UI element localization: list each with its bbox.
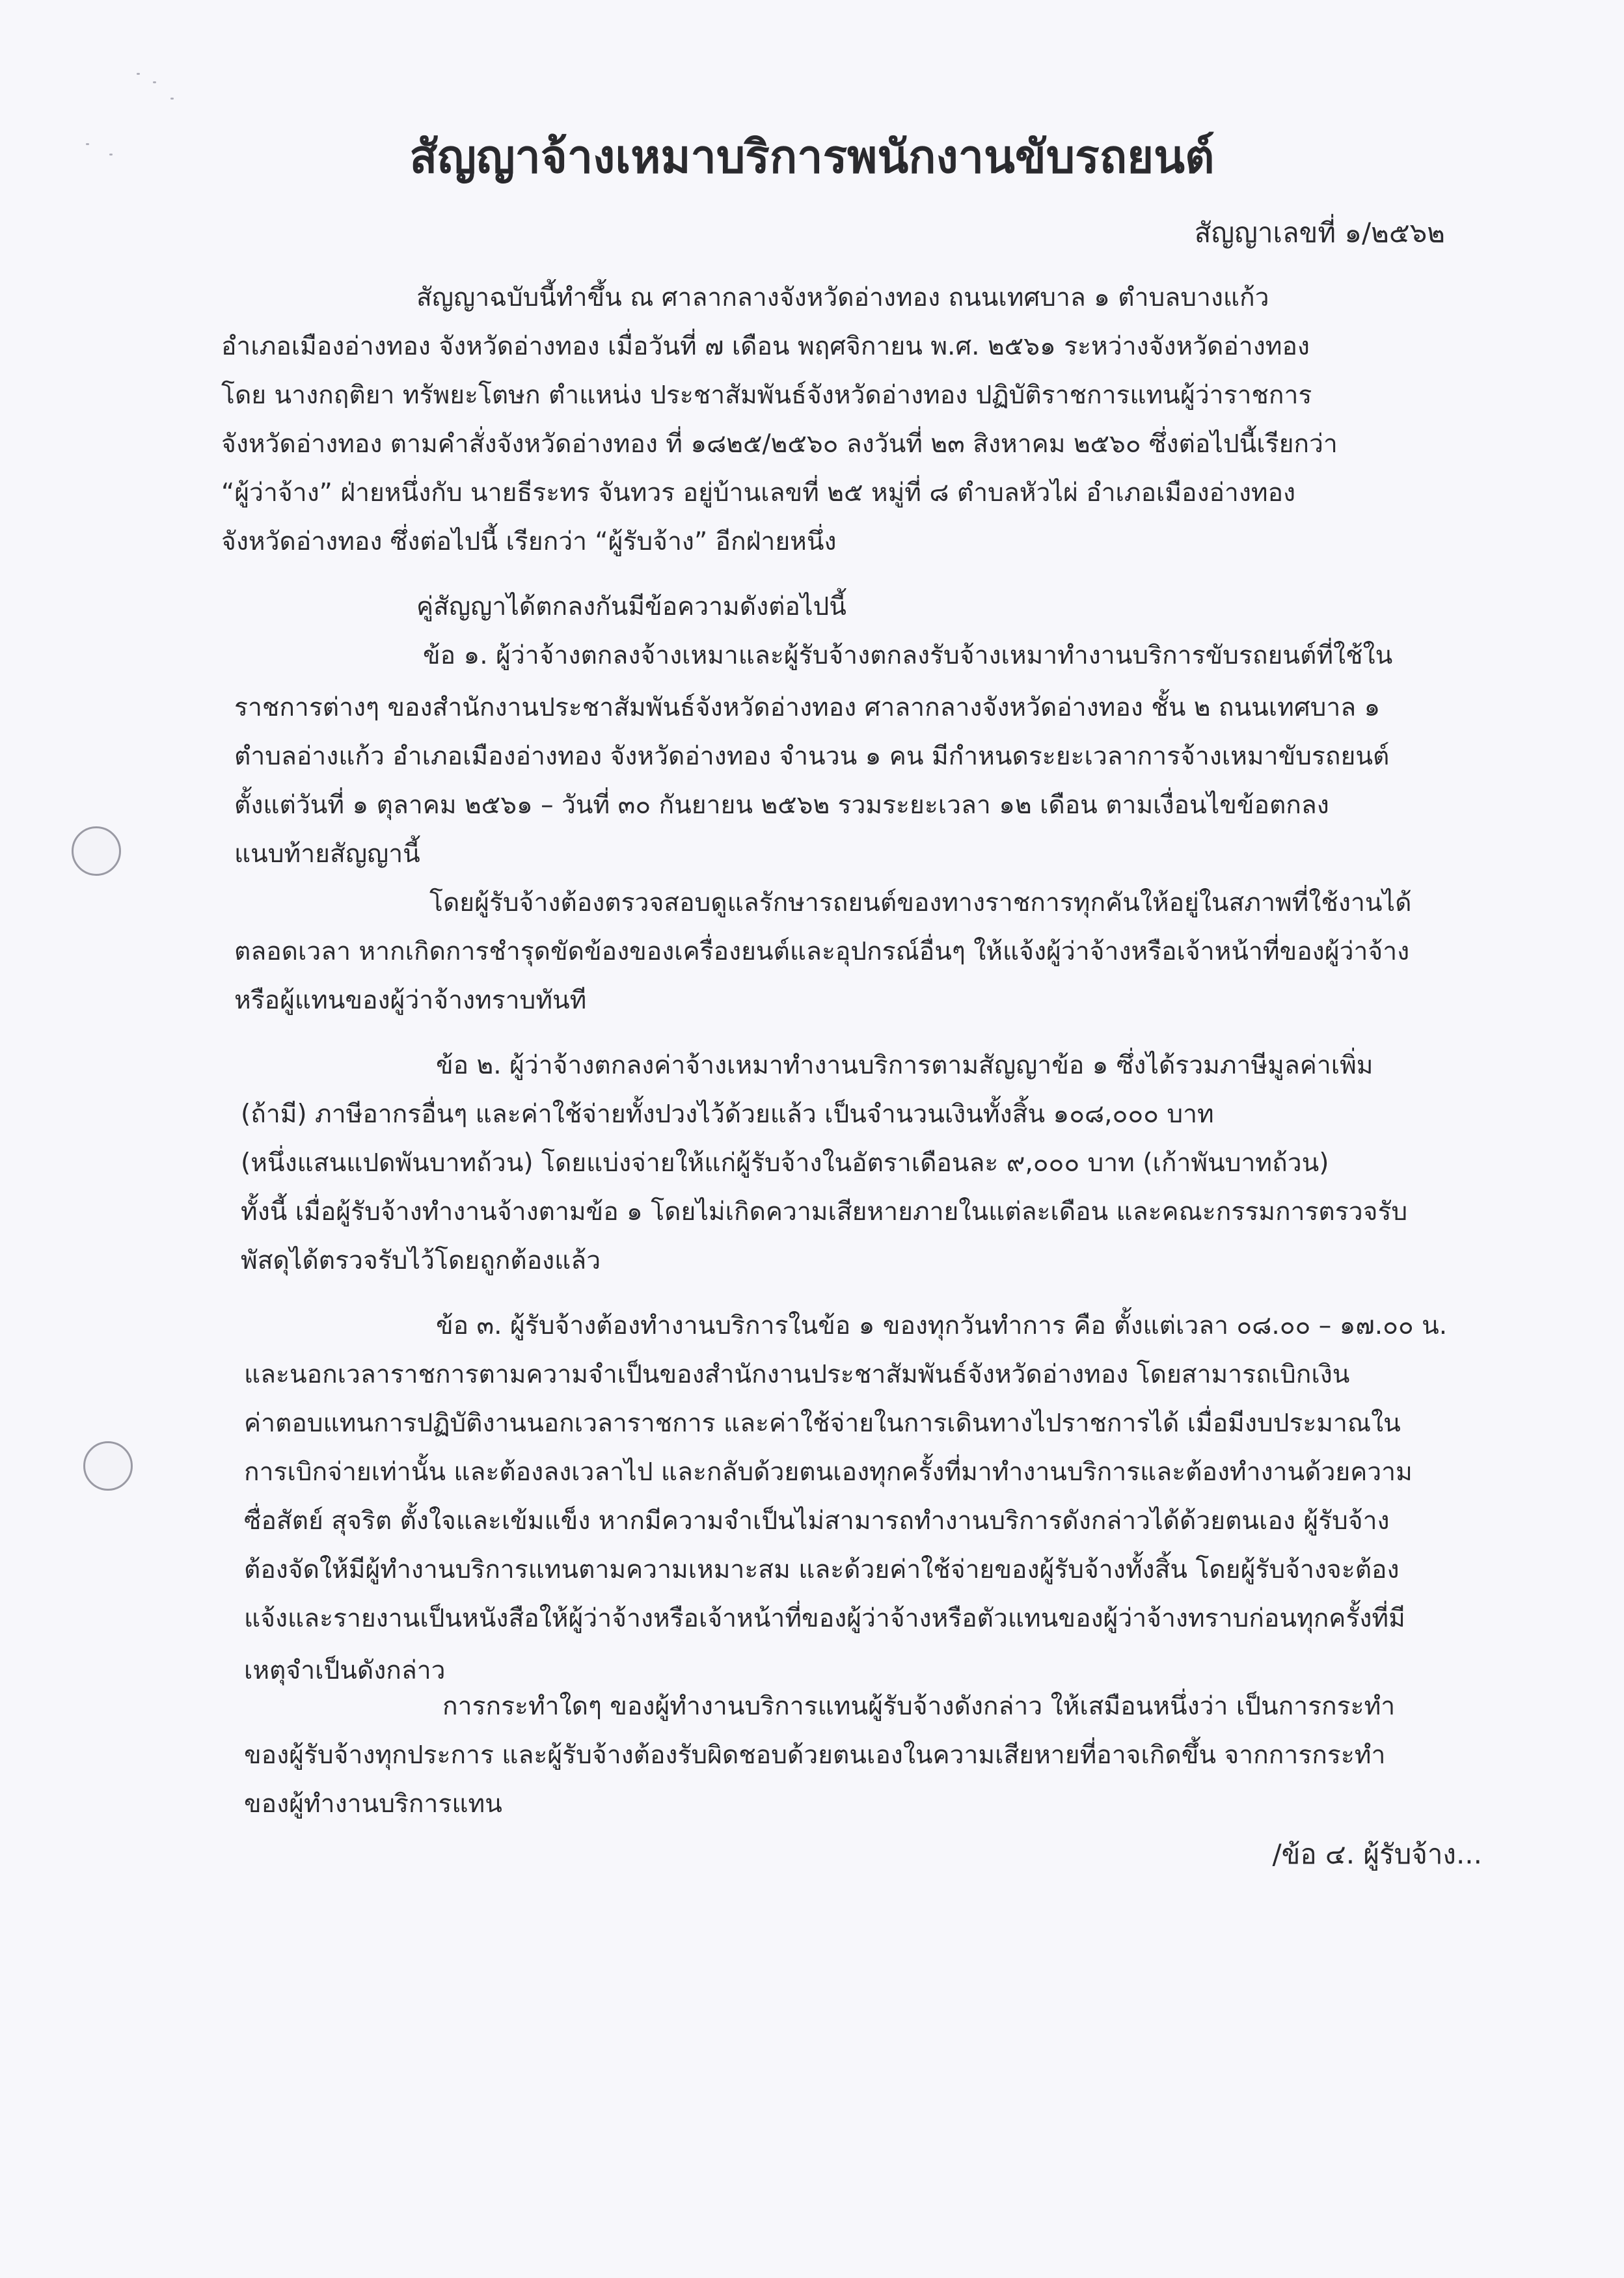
body-line: อำเภอเมืองอ่างทอง จังหวัดอ่างทอง เมื่อวันที่ ๗ เดือน พฤศจิกายน พ.ศ. ๒๕๖๑ ระหว่างจังหวัดอ่างทอง <box>221 332 1310 361</box>
body-line: โดย นางกฤติยา ทรัพยะโตษก ตำแหน่ง ประชาสัมพันธ์จังหวัดอ่างทอง ปฏิบัติราชการแทนผู้ว่าราชการ <box>221 381 1312 410</box>
body-line: พัสดุได้ตรวจรับไว้โดยถูกต้องแล้ว <box>241 1246 601 1275</box>
body-line: ซื่อสัตย์ สุจริต ตั้งใจและเข้มแข็ง หากมีความจำเป็นไม่สามารถทำงานบริการดังกล่าวได้ด้วยตนเอง ผู้รับจ้าง <box>244 1506 1390 1536</box>
body-line: ของผู้ทำงานบริการแทน <box>244 1789 502 1819</box>
body-line: คู่สัญญาได้ตกลงกันมีข้อความดังต่อไปนี้ <box>416 592 846 621</box>
body-line: (ถ้ามี) ภาษีอากรอื่นๆ และค่าใช้จ่ายทั้งปวงไว้ด้วยแล้ว เป็นจำนวนเงินทั้งสิ้น ๑๐๘,๐๐๐ บาท <box>241 1100 1214 1129</box>
body-line: จังหวัดอ่างทอง ตามคำสั่งจังหวัดอ่างทอง ที่ ๑๘๒๕/๒๕๖๐ ลงวันที่ ๒๓ สิงหาคม ๒๕๖๐ ซึ่งต่อไปนี้เรียกว่า <box>221 429 1338 459</box>
body-line: จังหวัดอ่างทอง ซึ่งต่อไปนี้ เรียกว่า “ผู้รับจ้าง” อีกฝ่ายหนึ่ง <box>221 527 837 556</box>
body-line: ตั้งแต่วันที่ ๑ ตุลาคม ๒๕๖๑ – วันที่ ๓๐ กันยายน ๒๕๖๒ รวมระยะเวลา ๑๒ เดือน ตามเงื่อนไขข้อตกลง <box>234 791 1329 820</box>
body-line: ข้อ ๒. ผู้ว่าจ้างตกลงค่าจ้างเหมาทำงานบริการตามสัญญาข้อ ๑ ซึ่งได้รวมภาษีมูลค่าเพิ่ม <box>436 1051 1374 1080</box>
paper-speck <box>137 73 140 75</box>
body-line: การเบิกจ่ายเท่านั้น และต้องลงเวลาไป และกลับด้วยตนเองทุกครั้งที่มาทำงานบริการและต้องทำงานด้วยความ <box>244 1458 1413 1487</box>
body-line: แนบท้ายสัญญานี้ <box>234 839 420 869</box>
body-line: การกระทำใดๆ ของผู้ทำงานบริการแทนผู้รับจ้างดังกล่าว ให้เสมือนหนึ่งว่า เป็นการกระทำ <box>442 1692 1396 1721</box>
contract-number: สัญญาเลขที่ ๑/๒๕๖๒ <box>1194 217 1445 249</box>
body-line: และนอกเวลาราชการตามความจำเป็นของสำนักงานประชาสัมพันธ์จังหวัดอ่างทอง โดยสามารถเบิกเงิน <box>244 1360 1350 1389</box>
body-line: “ผู้ว่าจ้าง” ฝ่ายหนึ่งกับ นายธีระทร จันทวร อยู่บ้านเลขที่ ๒๕ หมู่ที่ ๘ ตำบลหัวไผ่ อำเภอเมืองอ่างทอง <box>221 478 1296 508</box>
body-line: หรือผู้แทนของผู้ว่าจ้างทราบทันที <box>234 986 587 1015</box>
body-line: ราชการต่างๆ ของสำนักงานประชาสัมพันธ์จังหวัดอ่างทอง ศาลากลางจังหวัดอ่างทอง ชั้น ๒ ถนนเทศบาล ๑ <box>234 693 1381 722</box>
body-line: ตลอดเวลา หากเกิดการชำรุดขัดข้องของเครื่องยนต์และอุปกรณ์อื่นๆ ให้แจ้งผู้ว่าจ้างหรือเจ้าหน้าที่ของผู้ว่าจ้าง <box>234 937 1410 966</box>
punch-hole-top <box>72 826 121 876</box>
document-title: สัญญาจ้างเหมาบริการพนักงานขับรถยนต์ <box>409 130 1215 183</box>
body-line: แจ้งและรายงานเป็นหนังสือให้ผู้ว่าจ้างหรือเจ้าหน้าที่ของผู้ว่าจ้างหรือตัวแทนของผู้ว่าจ้างทราบก่อนทุกครั้งที่มี <box>244 1604 1405 1633</box>
paper-speck <box>153 81 156 83</box>
body-line: (หนึ่งแสนแปดพันบาทถ้วน) โดยแบ่งจ่ายให้แก่ผู้รับจ้างในอัตราเดือนละ ๙,๐๐๐ บาท (เก้าพันบาทถ้วน) <box>241 1148 1329 1178</box>
body-line: สัญญาฉบับนี้ทำขึ้น ณ ศาลากลางจังหวัดอ่างทอง ถนนเทศบาล ๑ ตำบลบางแก้ว <box>416 283 1269 312</box>
body-line: เหตุจำเป็นดังกล่าว <box>244 1656 446 1685</box>
body-line: ต้องจัดให้มีผู้ทำงานบริการแทนตามความเหมาะสม และด้วยค่าใช้จ่ายของผู้รับจ้างทั้งสิ้น โดยผู้รับจ้างจะต้อง <box>244 1555 1400 1584</box>
body-line: ทั้งนี้ เมื่อผู้รับจ้างทำงานจ้างตามข้อ ๑ โดยไม่เกิดความเสียหายภายในแต่ละเดือน และคณะกรรมการตรวจรับ <box>241 1197 1408 1227</box>
body-line: ตำบลอ่างแก้ว อำเภอเมืองอ่างทอง จังหวัดอ่างทอง จำนวน ๑ คน มีกำหนดระยะเวลาการจ้างเหมาขับรถยนต์ <box>234 742 1390 771</box>
body-line: ข้อ ๓. ผู้รับจ้างต้องทำงานบริการในข้อ ๑ ของทุกวันทำการ คือ ตั้งแต่เวลา ๐๘.๐๐ – ๑๗.๐๐ น. <box>436 1311 1448 1340</box>
body-line: ของผู้รับจ้างทุกประการ และผู้รับจ้างต้องรับผิดชอบด้วยตนเองในความเสียหายที่อาจเกิดขึ้น จากการกระทำ <box>244 1741 1386 1770</box>
body-line: ค่าตอบแทนการปฏิบัติงานนอกเวลาราชการ และค่าใช้จ่ายในการเดินทางไปราชการได้ เมื่อมีงบประมาณใน <box>244 1409 1401 1438</box>
punch-hole-bottom <box>83 1441 133 1491</box>
body-line: ข้อ ๑. ผู้ว่าจ้างตกลงจ้างเหมาและผู้รับจ้างตกลงรับจ้างเหมาทำงานบริการขับรถยนต์ที่ใช้ใน <box>423 641 1393 670</box>
body-line: โดยผู้รับจ้างต้องตรวจสอบดูแลรักษารถยนต์ของทางราชการทุกคันให้อยู่ในสภาพที่ใช้งานได้ <box>429 888 1412 917</box>
continuation-marker: /ข้อ ๔. ผู้รับจ้าง... <box>1272 1838 1482 1870</box>
paper-speck <box>170 98 174 100</box>
